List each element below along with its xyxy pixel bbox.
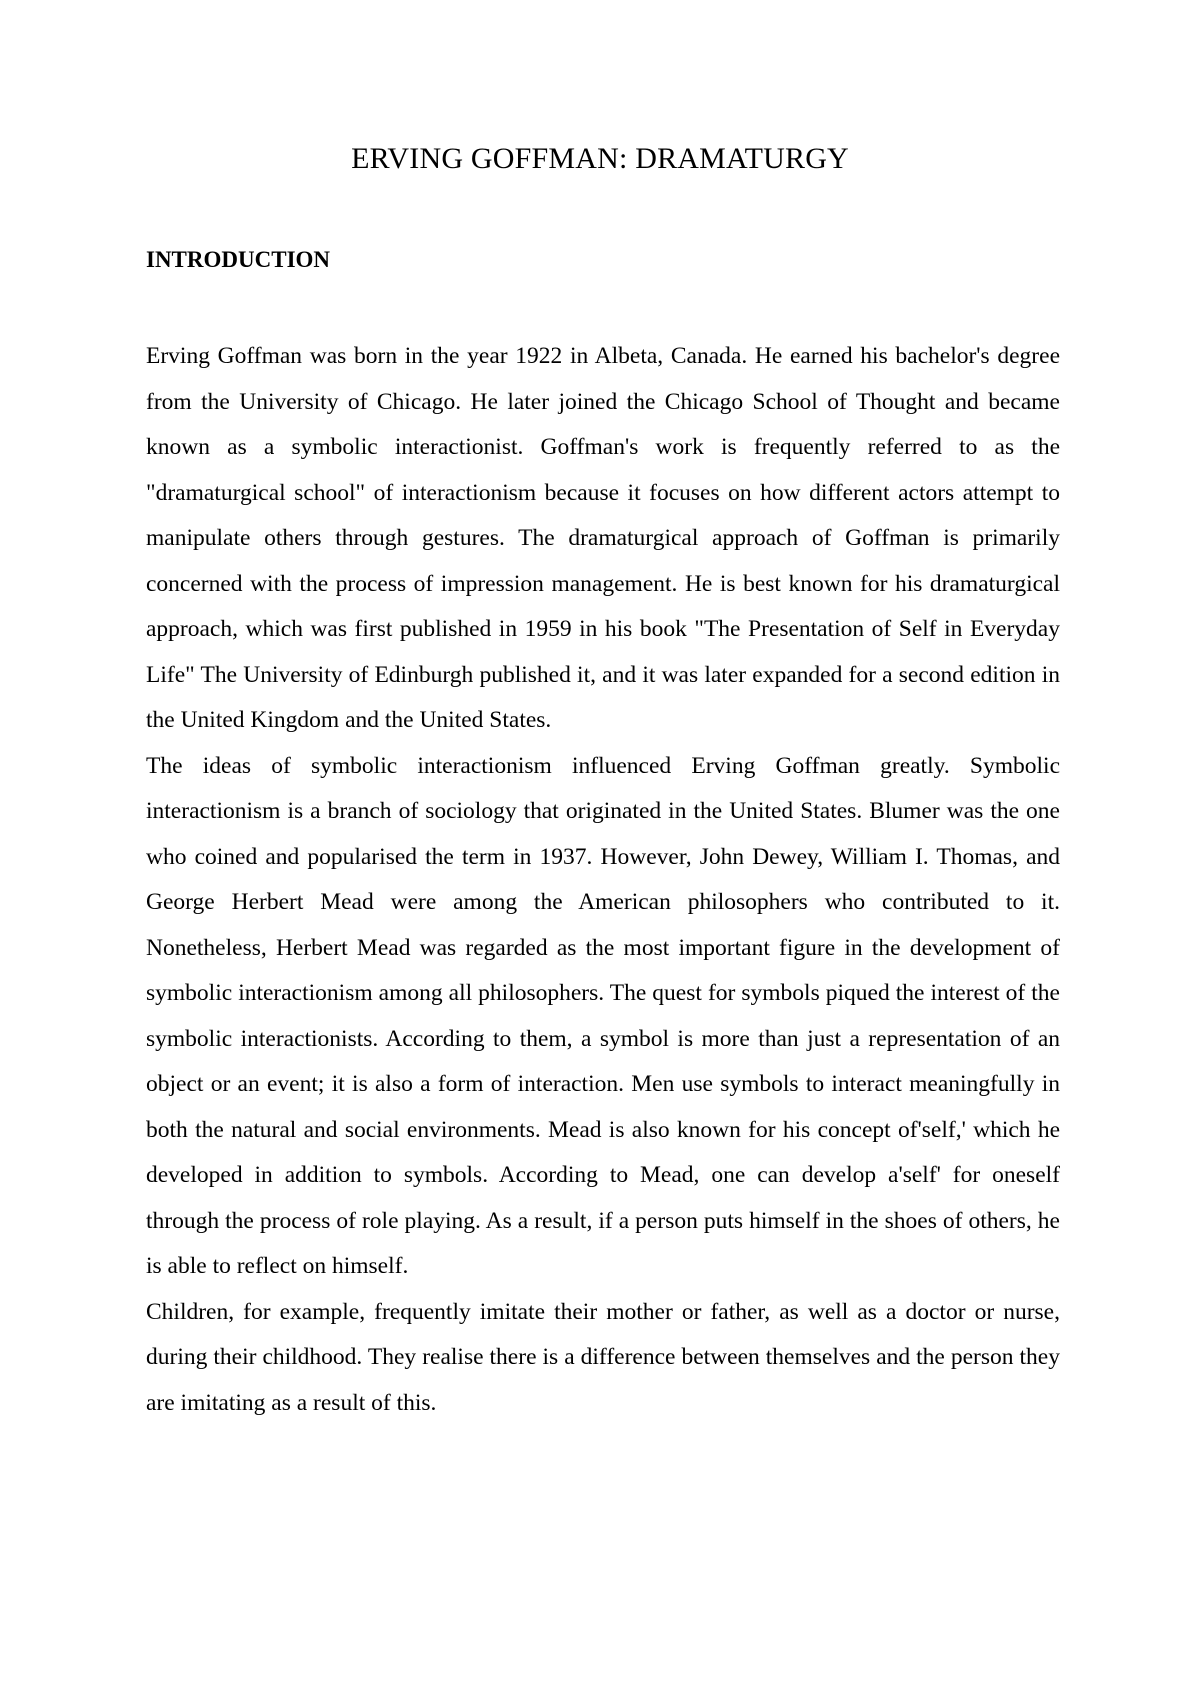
- paragraph-3: Children, for example, frequently imitate their mother or father, as well as a doctor or nurse, during their childhood. They realise there is a difference between themselves and the person they are imitating as a result of this.: [146, 1298, 1060, 1416]
- document-title: ERVING GOFFMAN: DRAMATURGY: [351, 142, 849, 175]
- paragraph-2: The ideas of symbolic interactionism influenced Erving Goffman greatly. Symbolic interactionism is a branch of sociology that originated in the United States. Blumer was the one who coined and popularised the term in 1937. However, John Dewey, William I. Thomas, and George Herbert Mead were among the American philosophers who contributed to it. Nonetheless, Herbert Mead was regarded as the most important figure in the development of symbolic interactionism among all philosophers. The quest for symbols piqued the interest of the symbolic interactionists. According to them, a symbol is more than just a representation of an object or an event; it is also a form of interaction. Men use symbols to interact meaningfully in both the natural and social environments. Mead is also known for his concept of'self,' which he developed in addition to symbols. According to Mead, one can develop a'self' for oneself through the process of role playing. As a result, if a person puts himself in the shoes of others, he is able to reflect on himself.: [146, 752, 1060, 1279]
- section-heading-introduction: INTRODUCTION: [146, 247, 331, 272]
- paragraph-1: Erving Goffman was born in the year 1922 in Albeta, Canada. He earned his bachelor's degree from the University of Chicago. He later joined the Chicago School of Thought and became known as a symbolic interactionist. Goffman's work is frequently referred to as the "dramaturgical school" of interactionism because it focuses on how different actors attempt to manipulate others through gestures. The dramaturgical approach of Goffman is primarily concerned with the process of impression management. He is best known for his dramaturgical approach, which was first published in 1959 in his book "The Presentation of Self in Everyday Life" The University of Edinburgh published it, and it was later expanded for a second edition in the United Kingdom and the United States.: [146, 343, 1060, 733]
- body-text: [146, 334, 1060, 1426]
